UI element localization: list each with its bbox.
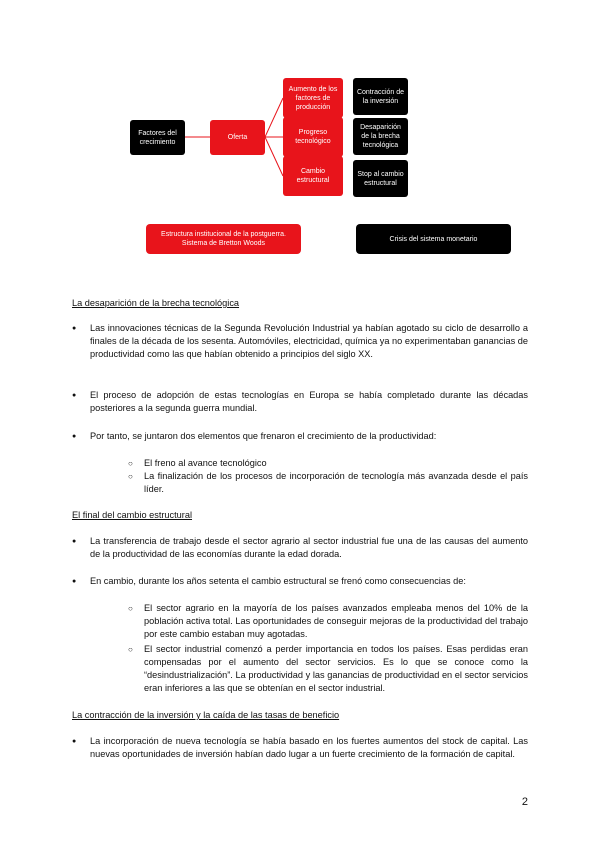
cambio-box: Cambio estructural — [283, 156, 343, 196]
crisis-box: Crisis del sistema monetario — [356, 224, 511, 254]
section-heading: La desaparición de la brecha tecnológica — [72, 298, 240, 308]
page-number: 2 — [521, 796, 528, 808]
connector-oferta-aumento — [265, 98, 283, 137]
bullet-item: ● Las innovaciones técnicas de la Segunda Revolución Industrial ya habían agotado su ciclo de desarrollo a finales de la década de los sesenta. Automóviles, electricidad, química ya no experimentaban ganancias de productividad como las que habían obtenido a principios del siglo XX. — [90, 322, 528, 361]
sub-item: ○ La finalización de los procesos de incorporación de tecnología más avanzada desde el país líder. — [144, 470, 528, 496]
factores-box: Factores del crecimiento — [130, 120, 185, 155]
bullet-item: ● La transferencia de trabajo desde el sector agrario al sector industrial fue una de las causas del aumento de la productividad de las economías durante la edad dorada. — [90, 535, 528, 561]
bullet-item: ● Por tanto, se juntaron dos elementos que frenaron el crecimiento de la productividad: — [90, 430, 528, 443]
bullet-item: ● La incorporación de nueva tecnología se había basado en los fuertes aumentos del stock de capital. Las nuevas oportunidades de inversión habían dado lugar a un fuerte crecimiento de la formación de capital. — [90, 735, 528, 761]
diagram — [0, 0, 600, 290]
contraccion-box: Contracción de la inversión — [353, 78, 408, 115]
connector-oferta-cambio — [265, 137, 283, 176]
section-heading: El final del cambio estructural — [72, 510, 193, 520]
oferta-box: Oferta — [210, 120, 265, 155]
progreso-box: Progreso tecnológico — [283, 117, 343, 157]
bullet-item: ● El proceso de adopción de estas tecnologías en Europa se había completado durante las décadas posteriores a la segunda guerra mundial. — [90, 389, 528, 415]
bullet-item: ● En cambio, durante los años setenta el cambio estructural se frenó como consecuencias de: — [90, 575, 528, 588]
sub-item: ○ El sector agrario en la mayoría de los países avanzados empleaba menos del 10% de la población activa total. Las oportunidades de conseguir mejoras de la productividad del trabajo por este cambio estaban muy agotadas. — [144, 602, 528, 641]
sub-item: ○ El sector industrial comenzó a perder importancia en todos los países. Esas perdidas eran compensadas por el aumento del sector servicios. Es lo que se conoce como la “desindustrialización”. La productividad y las ganancias de productividad en el sector servicios eran inferiores a las que se obtenían en el sector industrial. — [144, 643, 528, 695]
aumento-box: Aumento de los factores de producción — [283, 78, 343, 118]
sub-item: ○ El freno al avance tecnológico — [144, 457, 528, 470]
estructura-box: Estructura institucional de la postguerra. Sistema de Bretton Woods — [146, 224, 301, 254]
section-heading: La contracción de la inversión y la caída de las tasas de beneficio — [72, 710, 340, 720]
desaparicion-box: Desaparición de la brecha tecnológica — [353, 118, 408, 155]
stop-box: Stop al cambio estructural — [353, 160, 408, 197]
